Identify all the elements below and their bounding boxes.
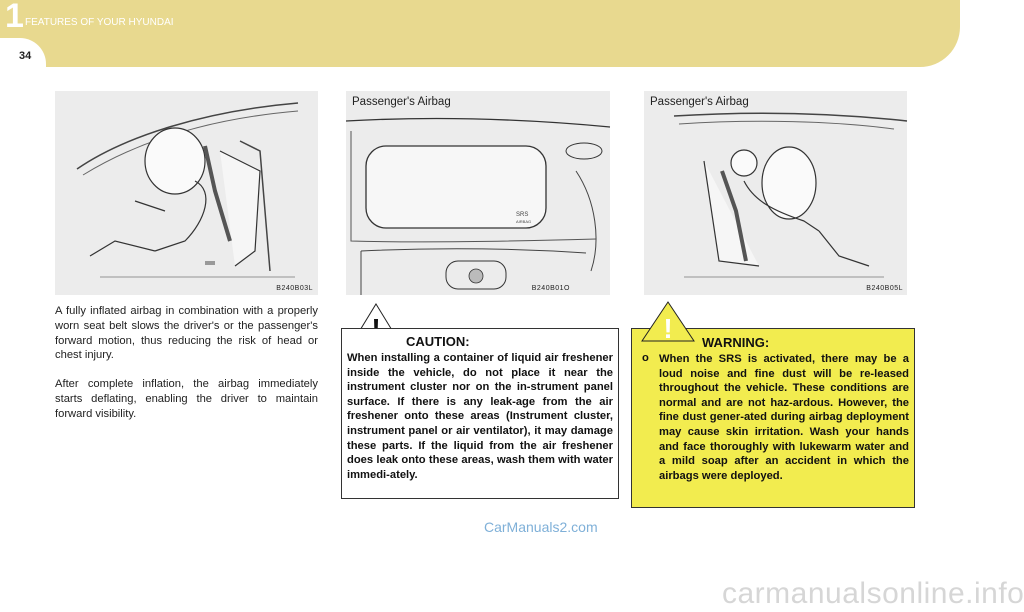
passenger-airbag-figure	[644, 91, 907, 295]
driver-airbag-illustration	[55, 91, 318, 295]
chapter-number: 1	[5, 0, 24, 35]
figure-code: B240B05L	[866, 285, 903, 292]
srs-label: SRS	[516, 212, 529, 218]
bullet: o	[642, 352, 649, 364]
warning-text: When the SRS is activated, there may be a loud noise and fine dust will be re-leased throughout the vehicle. These conditions are normal and are not haz-ardous. However, the fine dust gener-ated during airbag deployment may cause skin irritation. Wash your hands and face thoroughly with lukewarm water and a mild soap after an accident in which the airbags were deployed.	[659, 353, 909, 482]
warning-box	[631, 328, 915, 508]
warning-title: WARNING:	[702, 335, 770, 350]
paragraph: A fully inflated airbag in combination with a properly worn seat belt slows the driver's or the passenger's forward motion, thus reducing the risk of head or chest injury.	[55, 305, 318, 362]
figure-code: B240B01O	[531, 285, 570, 292]
caution-title: CAUTION:	[406, 334, 470, 349]
warning-triangle-icon	[641, 300, 695, 342]
paragraph: After complete inflation, the airbag immediately starts deflating, enabling the driver to maintain forward visibility.	[55, 378, 318, 420]
figure-label: Passenger's Airbag	[352, 96, 451, 108]
passenger-airbag-illustration	[644, 91, 907, 295]
chapter-title: FEATURES OF YOUR HYUNDAI	[25, 17, 174, 28]
dashboard-figure	[346, 91, 610, 295]
driver-airbag-figure	[55, 91, 318, 295]
watermark-link[interactable]: CarManuals2.com	[484, 519, 598, 535]
body-text	[55, 304, 318, 436]
caution-box	[341, 328, 619, 499]
alert-symbol: !	[663, 313, 673, 344]
caution-text: When installing a container of liquid air freshener inside the vehicle, do not place it near the instrument cluster nor on the in-strument panel surface. If there is any leak-age from the air freshener onto these areas (Instrument cluster, instrument panel or air ventilator), it may damage these parts. If the liquid from the air freshener does leak onto these areas, wash them with water immedi-ately.	[347, 352, 613, 481]
page-number: 34	[19, 50, 32, 62]
figure-label: Passenger's Airbag	[650, 96, 749, 108]
figure-code: B240B03L	[276, 285, 313, 292]
chapter-header	[0, 0, 960, 67]
footer-watermark: carmanualsonline.info	[722, 577, 1024, 610]
airbag-label: AIRBAG	[516, 219, 532, 224]
dashboard-illustration	[346, 91, 610, 295]
